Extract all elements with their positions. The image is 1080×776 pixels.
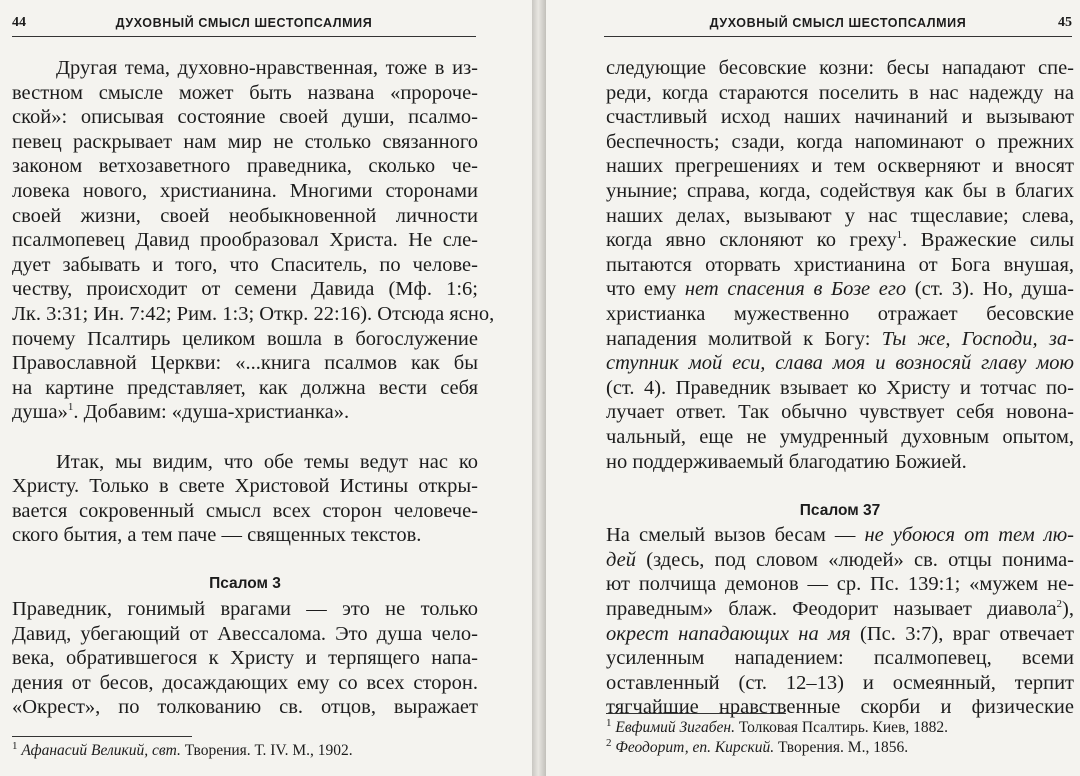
text-line: беспечность; сзади, когда напоминают о прежних: [606, 130, 1074, 153]
text-line: на картине представляет, как должна вести себя: [12, 376, 478, 399]
quote-italic: Ты же, Господи, за-: [881, 327, 1074, 350]
text-run: . Добавим: «душа-христианка».: [73, 401, 350, 424]
text-line: дует забывать и того, что Спаситель, по челове-: [12, 253, 478, 276]
text-line: [606, 327, 1074, 352]
footnote-text: Толковая Псалтирь. Киев, 1882.: [734, 719, 949, 736]
footnote-divider: [12, 736, 192, 737]
footnotes-right: [606, 718, 1074, 758]
text-line: чальный, еще не умудренный духовным опытом,: [606, 425, 1074, 448]
text-run: (ст. 3). Но, душа-: [906, 278, 1074, 301]
text-line: века, обратившегося к Христу и терпящего напа-: [12, 647, 478, 670]
text-line: своей жизни, своей необыкновенной личности: [12, 204, 478, 227]
book-gutter: [532, 0, 546, 776]
text-line: [606, 351, 1074, 376]
text-line: [606, 523, 1074, 548]
text-run: нападения молитвой к Богу:: [606, 327, 882, 350]
text-line: законом ветхозаветного праведника, сколько че-: [12, 155, 478, 178]
footnote-number: 1: [12, 739, 18, 752]
footnote-number: 2: [606, 736, 612, 749]
text-line: следующие бесовские козни: бесы нападают спе-: [606, 57, 1074, 79]
footnote: [606, 738, 1074, 758]
text-run: На смелый вызов бесам —: [606, 524, 865, 547]
right-body-text: [606, 56, 1074, 720]
text-line: Лк. 3:31; Ин. 7:42; Рим. 1:3; Откр. 22:16). Отсюда ясно,: [12, 302, 495, 325]
footnote: [12, 741, 478, 761]
text-line: ской»: описывая состояние своей души, псалмо-: [12, 106, 478, 129]
text-line: вестном смысле может быть названа «пророче-: [12, 81, 478, 104]
footnote-author: Евфимий Зигабен.: [615, 719, 735, 736]
text-line: Праведник, гонимый врагами — это не только: [12, 598, 478, 621]
text-line: Христу. Только в свете Христовой Истины откры-: [12, 475, 478, 498]
text-line: Православной Церкви: «...книга псалмов как бы: [12, 352, 478, 375]
text-line: ского бытия, а тем паче — священных текстов.: [12, 524, 422, 547]
text-run: праведным» блаж. Феодорит называет диавола: [606, 598, 1057, 621]
right-page: [546, 0, 1080, 776]
footnote-text: Творения. Т. IV. М., 1902.: [180, 742, 353, 759]
section-heading-psalm-3: Псалом 3: [209, 575, 281, 593]
text-line: [606, 228, 1074, 253]
text-line: лучает ответ. Так обычно чувствует себя новона-: [606, 401, 1074, 424]
quote-italic: окрест нападающих на мя: [606, 622, 851, 645]
text-line: дения от бесов, досаждающих ему со всех сторон.: [12, 671, 478, 694]
text-line: ют полчища демонов — ср. Пс. 139:1; «мужем не-: [606, 573, 1074, 596]
left-body-text: [12, 56, 495, 720]
text-line: Давид, убегающий от Авессалома. Это душа чело-: [12, 622, 478, 645]
section-heading-psalm-37: Псалом 37: [799, 501, 881, 519]
left-page: [0, 0, 532, 776]
text-line: вается сокровенный смысл всех сторон человече-: [12, 499, 478, 522]
text-line: усиленным нападением: псалмопевец, всеми: [606, 647, 1074, 670]
footnote-number: 1: [606, 716, 612, 729]
page-number-right: 45: [1058, 15, 1072, 30]
running-head-left: [12, 10, 476, 37]
text-line: Другая тема, духовно-нравственная, тоже в из-: [56, 57, 478, 79]
text-run: . Вражеские силы: [902, 229, 1074, 252]
running-head-title-right: ДУХОВНЫЙ СМЫСЛ ШЕСТОПСАЛМИЯ: [709, 16, 967, 30]
text-line: наших делах, вызывают у нас тщеславие; слева,: [606, 204, 1074, 227]
text-line: христианка мужественно отражает бесовские: [606, 302, 1074, 325]
running-head-right: [604, 10, 1072, 37]
text-run: душа»: [12, 401, 68, 424]
text-line: честву, происходит от семени Давида (Мф. 1:6;: [12, 278, 478, 301]
footnote-text: Творения. М., 1856.: [774, 739, 909, 756]
text-line: реди, когда стараются поселить в нас надежду на: [606, 81, 1074, 104]
footnote-ref[interactable]: 1: [896, 229, 903, 242]
footnote-ref[interactable]: 2: [1056, 598, 1063, 611]
text-line: но поддерживаемый благодатию Божией.: [606, 450, 967, 473]
text-line: наших прегрешениях и тем оскверняют и вносят: [606, 155, 1074, 178]
quote-italic: ступник мой еси, слава моя и возносяй главу мою: [606, 352, 1074, 375]
text-line: уныние; справа, когда, содействуя как бы в благих: [606, 179, 1074, 202]
footnote-author: Феодорит, еп. Кирский.: [615, 739, 775, 756]
text-run: когда явно склоняют ко греху: [606, 229, 897, 252]
quote-italic: нет спасения в Бозе его: [684, 278, 907, 301]
footnote-ref[interactable]: 1: [67, 401, 74, 414]
text-line: оставленный (ст. 12–13) и осмеянный, терпит: [606, 671, 1074, 694]
text-line: [12, 400, 478, 425]
text-line: (ст. 4). Праведник взывает ко Христу и тотчас по-: [606, 376, 1074, 399]
text-run: (Пс. 3:7), враг отвечает: [850, 622, 1074, 645]
text-line: пытаются оторвать христианина от Бога внушая,: [606, 253, 1074, 276]
text-run: ),: [1062, 598, 1074, 621]
text-line: Итак, мы видим, что обе темы ведут нас ко: [56, 450, 478, 473]
footnote-divider: [606, 713, 786, 714]
page-number-left: 44: [12, 15, 26, 30]
text-run: что ему: [606, 278, 685, 301]
text-line: ловека нового, христианина. Многими сторонами: [12, 179, 478, 202]
footnotes-left: [12, 741, 478, 761]
quote-italic: дей: [606, 548, 636, 571]
text-line: [606, 622, 1074, 647]
text-run: (здесь, под словом «людей» св. отцы понима-: [635, 548, 1074, 571]
text-line: «Окрест», по толкованию св. отцов, выражает: [12, 696, 478, 719]
text-line: певец раскрывает нам мир не столько связанного: [12, 130, 478, 153]
running-head-title-left: ДУХОВНЫЙ СМЫСЛ ШЕСТОПСАЛМИЯ: [115, 16, 373, 30]
text-line: [606, 277, 1074, 302]
text-line: [606, 548, 1074, 573]
footnote: [606, 718, 1074, 738]
text-line: почему Псалтирь целиком вошла в богослужение: [12, 327, 478, 350]
text-line: [606, 597, 1074, 622]
quote-italic: не убоюся от тем лю-: [864, 524, 1074, 547]
footnote-author: Афанасий Великий, свт.: [21, 742, 181, 759]
text-line: псалмопевец Давид прообразовал Христа. Не сле-: [12, 229, 478, 252]
text-line: счастливый исход наших начинаний и вызывают: [606, 106, 1074, 129]
text-line: тягчайшие нравственные скорби и физические: [606, 696, 1074, 719]
